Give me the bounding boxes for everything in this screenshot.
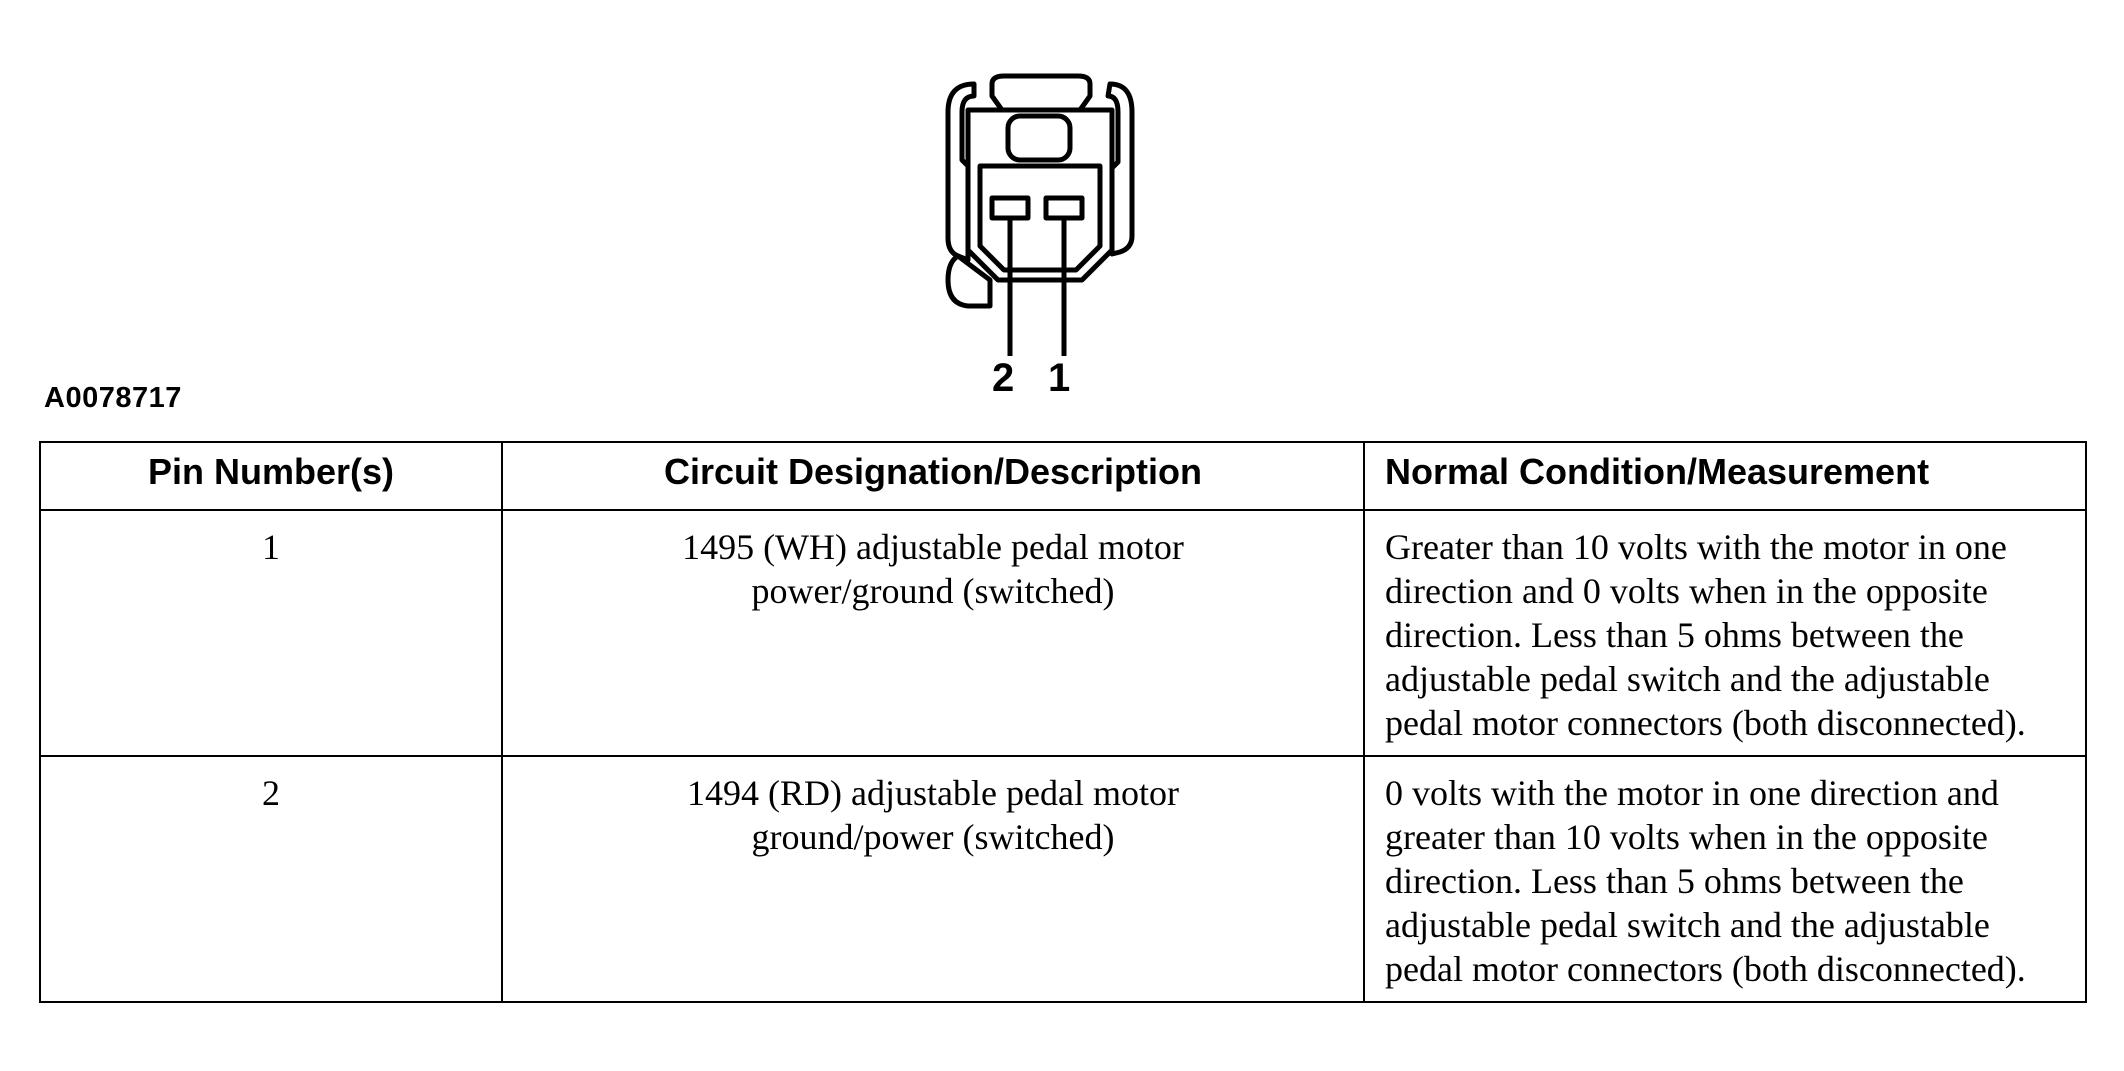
table-row [40,756,2086,1002]
header-pin-numbers: Pin Number(s) [40,442,502,510]
header-circuit-designation: Circuit Designation/Description [502,442,1364,510]
pin-number-cell: 2 [40,756,502,1002]
pin-number-cell: 1 [40,510,502,756]
header-normal-condition: Normal Condition/Measurement [1364,442,2086,510]
normal-condition-cell: 0 volts with the motor in one direction and greater than 10 volts when in the opposite direction. Less than 5 ohms between the adjustable pedal switch and the adjustable pedal motor connectors (both disconnected). [1364,756,2086,1002]
table-header-row [40,442,2086,510]
pin-label-2: 2 [992,356,1015,400]
connector-top-tab [992,76,1090,110]
circuit-description-cell: 1494 (RD) adjustable pedal motor ground/power (switched) [502,756,1364,1002]
circuit-description-cell: 1495 (WH) adjustable pedal motor power/ground (switched) [502,510,1364,756]
table-row [40,510,2086,756]
figure-id: A0078717 [44,382,182,414]
connector-diagram [940,70,1140,410]
connector-lock-window [1008,116,1070,160]
normal-condition-cell: Greater than 10 volts with the motor in one direction and 0 volts when in the opposite direction. Less than 5 ohms between the adjustable pedal switch and the adjustable pedal motor connectors (both disconnected). [1364,510,2086,756]
pin-label-1: 1 [1048,356,1071,400]
terminal-cavity-2 [992,198,1028,218]
terminal-cavity-1 [1046,198,1082,218]
pinout-table [39,441,2087,1003]
